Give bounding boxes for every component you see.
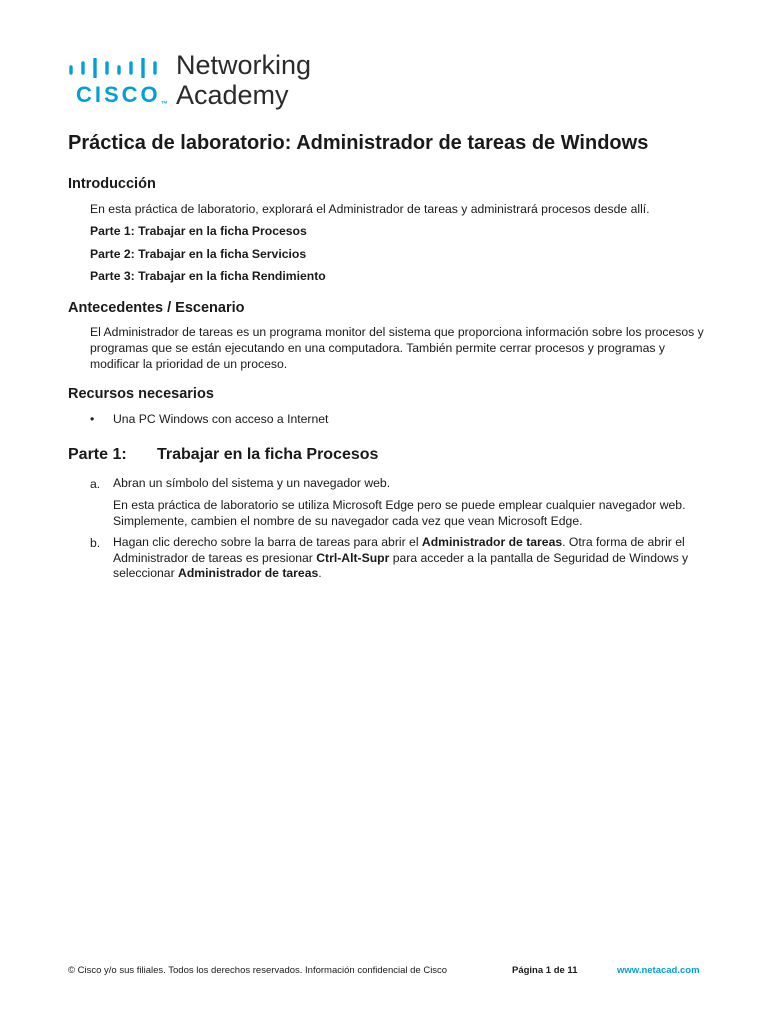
logo-academy-text: Academy <box>176 80 289 110</box>
part1-number: Parte 1: <box>68 446 127 463</box>
footer-page-number: Página 1 de 11 <box>512 965 578 976</box>
step-b-label: b. <box>90 536 101 550</box>
logo-networking-text: Networking <box>176 50 312 80</box>
intro-part-3: Parte 3: Trabajar en la ficha Rendimiento <box>90 269 326 283</box>
resource-item-text: Una PC Windows con acceso a Internet <box>113 412 329 426</box>
intro-part-2: Parte 2: Trabajar en la ficha Servicios <box>90 247 307 261</box>
cisco-wordmark: CISCO™ <box>76 82 168 108</box>
background-heading: Antecedentes / Escenario <box>68 300 245 316</box>
page-title: Práctica de laboratorio: Administrador de tareas de Windows <box>68 132 649 154</box>
step-a-note: En esta práctica de laboratorio se utiliza Microsoft Edge pero se puede emplear cualquier navegador web. Simplemente, cambien el nombre de su navegador cada vez que vean Microsoft Edge. <box>113 498 686 528</box>
ctrl-alt-del-bold: Ctrl-Alt-Supr <box>316 550 390 565</box>
resource-item <box>90 411 328 427</box>
task-manager-bold-1: Administrador de tareas <box>421 535 563 549</box>
intro-text: En esta práctica de laboratorio, explorará el Administrador de tareas y administrará procesos desde allí. <box>90 202 650 216</box>
bullet-icon: • <box>90 412 95 426</box>
part1-title: Trabajar en la ficha Procesos <box>157 446 379 463</box>
intro-heading: Introducción <box>68 176 156 192</box>
intro-part-1: Parte 1: Trabajar en la ficha Procesos <box>90 224 307 238</box>
cisco-bars-icon <box>68 58 164 78</box>
footer-site-link[interactable]: www.netacad.com <box>617 965 700 976</box>
cisco-networking-academy-logo <box>68 50 328 112</box>
step-b-text: Hagan clic derecho sobre la barra de tareas para abrir el Administrador de tareas. Otra forma de abrir el Administrador de tareas es presionar Ctrl-Alt-Supr para acceder a la pantalla de Seguridad de Windows y seleccionar Administrador de tareas. <box>113 535 689 580</box>
task-manager-bold-2: Administrador de tareas <box>178 566 319 580</box>
footer-copyright: © Cisco y/o sus filiales. Todos los derechos reservados. Información confidencial de Cisco <box>68 965 448 976</box>
resources-heading: Recursos necesarios <box>68 386 214 402</box>
part1-heading <box>68 446 378 464</box>
step-a-text: Abran un símbolo del sistema y un navegador web. <box>113 476 391 490</box>
background-text: El Administrador de tareas es un programa monitor del sistema que proporciona información sobre los procesos y programas que se están ejecutando en una computadora. También permite cerrar procesos y programas y modificar la prioridad de un proceso. <box>90 325 704 371</box>
step-a-label: a. <box>90 477 101 491</box>
